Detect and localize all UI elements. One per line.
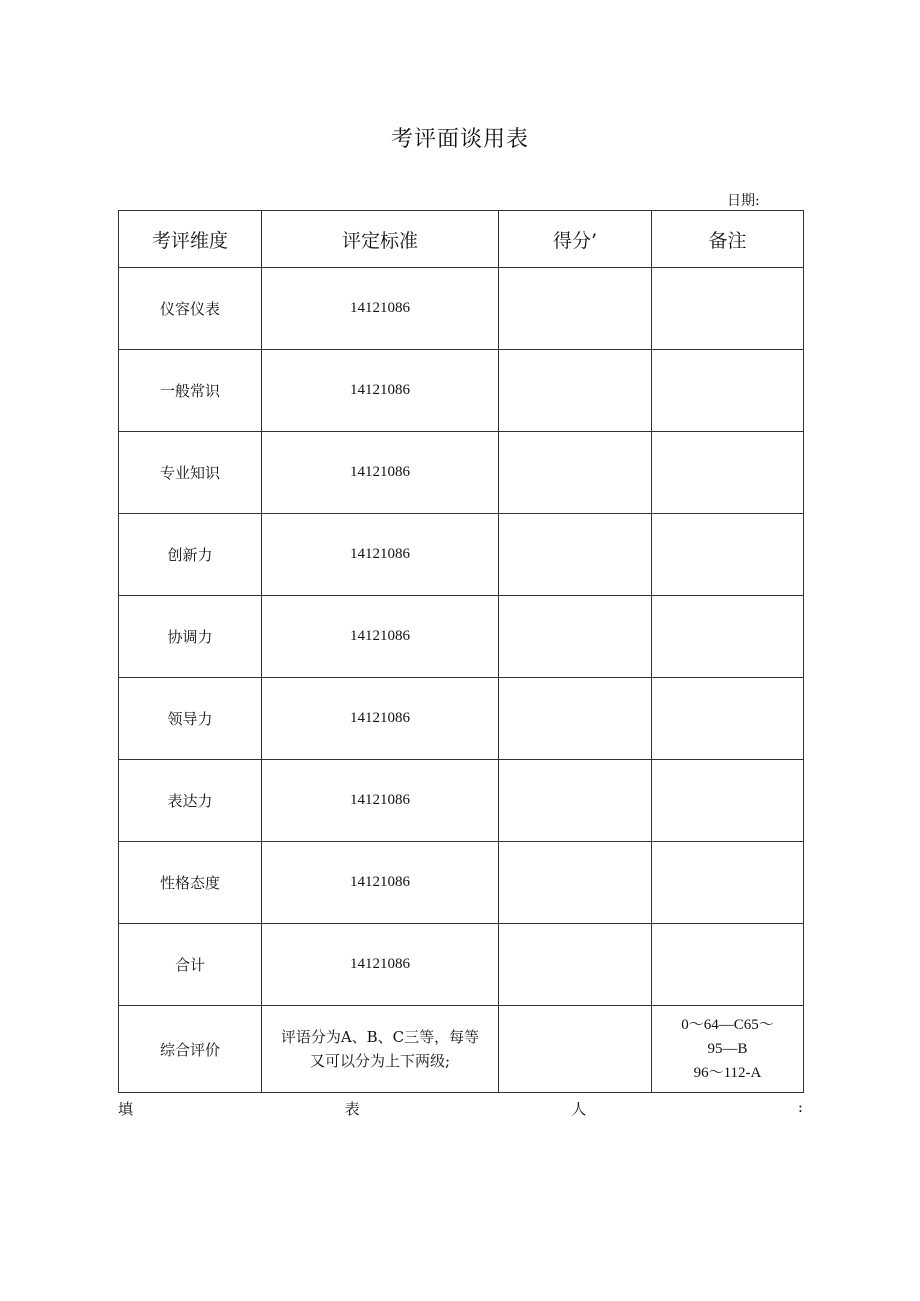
summary-standard-cell — [262, 1006, 499, 1093]
summary-score-cell[interactable] — [499, 1006, 652, 1093]
table-row — [119, 924, 804, 1006]
table-row — [119, 678, 804, 760]
table-row — [119, 842, 804, 924]
table-row — [119, 760, 804, 842]
header-score: 得分’ — [499, 211, 652, 268]
dimension-cell: 协调力 — [119, 596, 262, 678]
table-row — [119, 350, 804, 432]
standard-cell: 14121086 — [262, 596, 499, 678]
score-cell[interactable] — [499, 514, 652, 596]
dimension-cell: 性格态度 — [119, 842, 262, 924]
header-note: 备注 — [652, 211, 804, 268]
standard-cell: 14121086 — [262, 350, 499, 432]
summary-row — [119, 1006, 804, 1093]
score-cell[interactable] — [499, 924, 652, 1006]
filler-char: 填 — [118, 1100, 134, 1118]
note-cell[interactable] — [652, 350, 804, 432]
summary-standard-line: 评语分为A、B、C三等，每等 — [280, 1028, 480, 1046]
table-row — [119, 268, 804, 350]
standard-cell: 14121086 — [262, 268, 499, 350]
table-row — [119, 432, 804, 514]
table-row — [119, 596, 804, 678]
note-cell[interactable] — [652, 596, 804, 678]
dimension-cell: 创新力 — [119, 514, 262, 596]
dimension-cell: 一般常识 — [119, 350, 262, 432]
header-dimension: 考评维度 — [119, 211, 262, 268]
score-cell[interactable] — [499, 350, 652, 432]
note-cell[interactable] — [652, 268, 804, 350]
score-cell[interactable] — [499, 678, 652, 760]
note-cell[interactable] — [652, 678, 804, 760]
filler-char: 表 — [344, 1100, 360, 1118]
date-label: 日期: — [727, 193, 760, 209]
dimension-cell: 表达力 — [119, 760, 262, 842]
standard-cell: 14121086 — [262, 514, 499, 596]
filler-char: 人 — [571, 1100, 587, 1118]
dimension-cell: 领导力 — [119, 678, 262, 760]
standard-cell: 14121086 — [262, 432, 499, 514]
note-cell[interactable] — [652, 924, 804, 1006]
standard-cell: 14121086 — [262, 678, 499, 760]
table-header-row — [119, 211, 804, 268]
grade-scale-line: 96～112-A — [693, 1065, 762, 1081]
score-cell[interactable] — [499, 596, 652, 678]
score-cell[interactable] — [499, 432, 652, 514]
table-row — [119, 514, 804, 596]
grade-scale-line: 0～64—C65～ — [681, 1017, 774, 1033]
evaluation-table — [118, 210, 804, 1093]
dimension-cell: 合计 — [119, 924, 262, 1006]
score-cell[interactable] — [499, 760, 652, 842]
summary-standard-line: 又可以分为上下两级; — [309, 1052, 451, 1070]
standard-cell: 14121086 — [262, 760, 499, 842]
note-cell[interactable] — [652, 514, 804, 596]
standard-cell: 14121086 — [262, 924, 499, 1006]
header-standard: 评定标准 — [262, 211, 499, 268]
score-cell[interactable] — [499, 842, 652, 924]
grade-scale-line: 95—B — [707, 1041, 748, 1057]
dimension-cell: 专业知识 — [119, 432, 262, 514]
dimension-cell: 仪容仪表 — [119, 268, 262, 350]
score-cell[interactable] — [499, 268, 652, 350]
standard-cell: 14121086 — [262, 842, 499, 924]
summary-dimension-cell: 综合评价 — [119, 1006, 262, 1093]
filler-char: : — [797, 1098, 803, 1116]
note-cell[interactable] — [652, 432, 804, 514]
note-cell[interactable] — [652, 842, 804, 924]
summary-note-cell — [652, 1006, 804, 1093]
filler-signature-line — [118, 1098, 803, 1119]
note-cell[interactable] — [652, 760, 804, 842]
page-title: 考评面谈用表 — [390, 127, 529, 152]
